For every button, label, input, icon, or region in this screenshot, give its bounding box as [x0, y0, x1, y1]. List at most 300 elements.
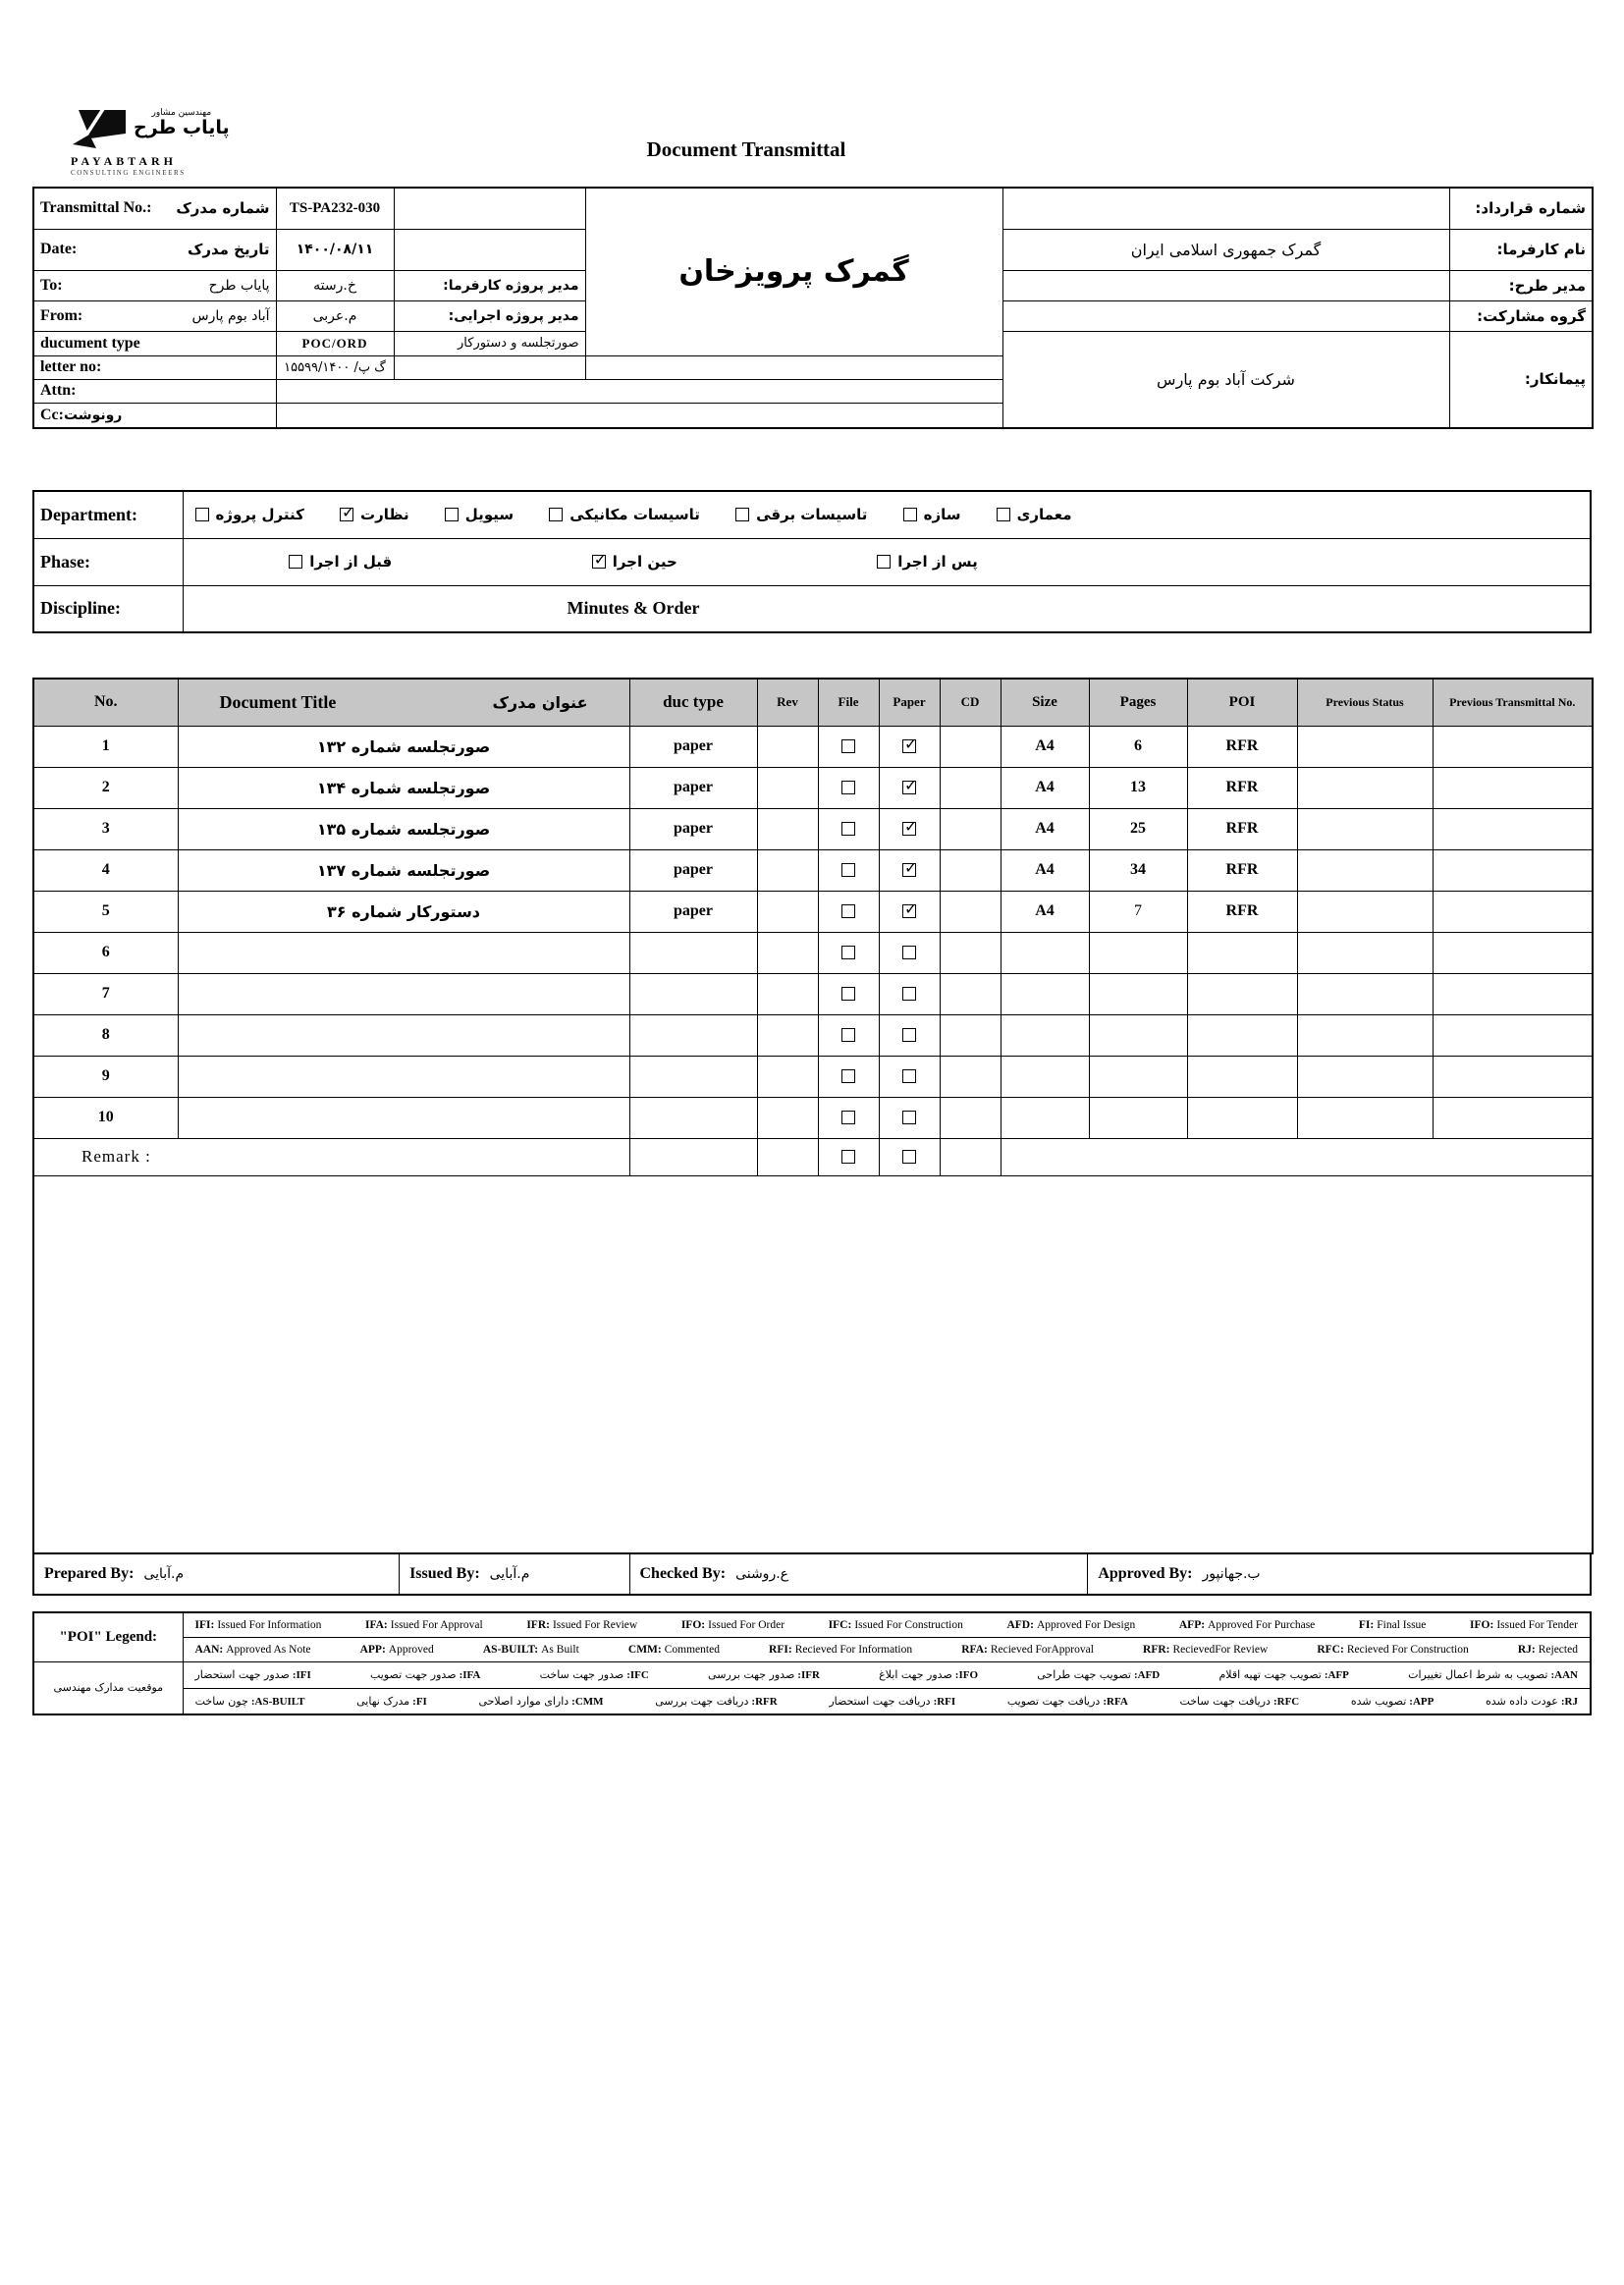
doc-prev-status	[1297, 767, 1433, 808]
checkbox	[841, 1150, 855, 1164]
doc-poi: RFR	[1187, 767, 1297, 808]
prepared-by-value: م.آبایی	[143, 1566, 185, 1582]
col-header-file: File	[818, 679, 879, 726]
checkbox	[841, 739, 855, 753]
doc-rev	[757, 1056, 818, 1097]
contractor-value: شرکت آباد بوم پارس	[1002, 331, 1449, 428]
legend-item: IFA: Issued For Approval	[364, 1618, 483, 1631]
doc-title: دستورکار شماره ۳۶	[178, 891, 629, 932]
date-label-en: Date:	[40, 241, 78, 257]
checkbox	[877, 555, 891, 569]
doc-prev-status	[1297, 932, 1433, 973]
department-label: Department:	[33, 491, 183, 538]
doc-paper-cell	[879, 932, 940, 973]
phase-option-label: حین اجرا	[612, 553, 677, 571]
transmittal-no-label-en: Transmittal No.:	[40, 199, 152, 217]
department-option	[903, 506, 961, 523]
transmittal-no-label-cell	[33, 188, 276, 229]
doc-poi	[1187, 973, 1297, 1014]
doc-cd	[940, 932, 1001, 973]
empty-cell	[394, 355, 585, 379]
doc-paper-cell	[879, 808, 940, 849]
table-row	[33, 767, 1593, 808]
doc-duc-type: paper	[629, 849, 757, 891]
doc-file-cell	[818, 1014, 879, 1056]
checked-by-label: Checked By:	[639, 1565, 727, 1582]
doc-no: 9	[33, 1056, 178, 1097]
checkbox	[841, 1069, 855, 1083]
department-option	[549, 506, 700, 523]
doc-no: 5	[33, 891, 178, 932]
col-header-cd: CD	[940, 679, 1001, 726]
doc-prev-transmittal	[1433, 726, 1593, 767]
doc-title	[178, 932, 629, 973]
legend-item: IFC: Issued For Construction	[828, 1618, 963, 1631]
legend-item: RFR:دریافت جهت بررسی	[655, 1694, 778, 1708]
checked-by-cell	[629, 1554, 1088, 1594]
legend-row-fa-1	[183, 1661, 1591, 1688]
doc-cd	[940, 767, 1001, 808]
doc-type-label: ducument type	[33, 331, 276, 355]
doc-pages	[1089, 973, 1187, 1014]
transmittal-no-value: TS-PA232-030	[276, 188, 394, 229]
col-header-size: Size	[1001, 679, 1089, 726]
checkbox	[902, 1150, 916, 1164]
table-row	[33, 849, 1593, 891]
legend-item: CMM: Commented	[627, 1643, 720, 1656]
doc-cd	[940, 849, 1001, 891]
cc-value-cell	[276, 403, 1002, 428]
legend-item: RJ: Rejected	[1517, 1643, 1578, 1656]
client-pm-label: مدیر پروژه کارفرما:	[394, 270, 585, 300]
checkbox	[445, 508, 459, 521]
table-row	[33, 1014, 1593, 1056]
doc-rev	[757, 932, 818, 973]
transmittal-no-label-fa: شماره مدرک	[176, 199, 270, 218]
design-manager-value-cell	[1002, 270, 1449, 300]
legend-item: IFA:صدور جهت تصویب	[370, 1668, 481, 1681]
checkbox	[841, 863, 855, 877]
legend-item: AFP:تصویب جهت تهیه اقلام	[1218, 1668, 1349, 1681]
project-title-cell	[585, 188, 1002, 355]
checkbox	[841, 946, 855, 959]
department-option	[340, 506, 409, 523]
doc-file-cell	[818, 849, 879, 891]
doc-duc-type: paper	[629, 726, 757, 767]
doc-duc-type: paper	[629, 808, 757, 849]
doc-pages	[1089, 1014, 1187, 1056]
checkbox	[592, 555, 606, 569]
remark-label: Remark :	[33, 1138, 629, 1175]
approved-by-cell	[1087, 1554, 1590, 1594]
doc-file-cell	[818, 1056, 879, 1097]
doc-duc-type	[629, 1097, 757, 1138]
department-option	[735, 506, 867, 523]
remark-file-cell	[818, 1138, 879, 1175]
doc-poi	[1187, 1056, 1297, 1097]
logo-subtitle-en: CONSULTING ENGINEERS	[71, 169, 186, 177]
doc-poi	[1187, 1097, 1297, 1138]
legend-item: IFI: Issued For Information	[194, 1618, 322, 1631]
legend-item: APP: Approved	[359, 1643, 434, 1656]
department-option	[445, 506, 514, 523]
checkbox	[902, 1069, 916, 1083]
legend-item: AAN:تصویب به شرط اعمال تغییرات	[1408, 1668, 1578, 1681]
logo-name-en: PAYABTARH	[71, 154, 178, 168]
discipline-value-cell	[183, 585, 1591, 632]
from-value: آباد بوم پارس	[191, 307, 270, 324]
letter-no-label: letter no:	[33, 355, 276, 379]
phase-option-label: پس از اجرا	[897, 553, 978, 571]
table-row	[33, 891, 1593, 932]
prepared-by-label: Prepared By:	[44, 1565, 135, 1582]
department-option-label: تاسیسات برقی	[756, 506, 868, 524]
doc-prev-transmittal	[1433, 891, 1593, 932]
engineering-docs-status-label: موقعیت مدارک مهندسی	[33, 1661, 183, 1714]
legend-item: APP:تصویب شده	[1350, 1694, 1435, 1708]
attn-label: Attn:	[33, 379, 276, 403]
legend-item: RFA: Recieved ForApproval	[961, 1643, 1094, 1656]
empty-cell	[394, 229, 585, 270]
checkbox	[902, 863, 916, 877]
transmittal-info-table	[32, 187, 1594, 429]
from-cell	[33, 300, 276, 331]
date-label-fa: تاریخ مدرک	[187, 241, 270, 258]
doc-duc-type	[629, 1056, 757, 1097]
doc-no: 2	[33, 767, 178, 808]
col-header-rev: Rev	[757, 679, 818, 726]
signature-row	[32, 1552, 1592, 1596]
logo-name-fa: پایاب طرح	[134, 117, 230, 138]
doc-prev-transmittal	[1433, 1014, 1593, 1056]
legend-item: AFD: Approved For Design	[1006, 1618, 1136, 1631]
doc-no: 10	[33, 1097, 178, 1138]
doc-cd	[940, 1014, 1001, 1056]
cc-label-fa: رونوشت	[63, 407, 123, 423]
cc-cell	[33, 403, 276, 428]
doc-cd	[940, 973, 1001, 1014]
col-header-duc-type: duc type	[629, 679, 757, 726]
legend-item: CMM:دارای موارد اصلاحی	[478, 1694, 604, 1708]
doc-prev-transmittal	[1433, 767, 1593, 808]
doc-title	[178, 1056, 629, 1097]
doc-cd	[940, 1056, 1001, 1097]
department-option-label: معماری	[1016, 506, 1072, 524]
doc-poi: RFR	[1187, 891, 1297, 932]
client-name-label: نام کارفرما:	[1449, 229, 1593, 270]
empty-cell	[1001, 1138, 1593, 1175]
phase-label: Phase:	[33, 538, 183, 585]
doc-size	[1001, 1014, 1089, 1056]
from-label: From:	[40, 306, 83, 324]
doc-rev	[757, 891, 818, 932]
doc-paper-cell	[879, 1097, 940, 1138]
executive-pm-label: مدیر پروژه اجرایی:	[394, 300, 585, 331]
documents-table	[32, 678, 1594, 1554]
doc-prev-status	[1297, 1014, 1433, 1056]
checked-by-value: ع.روشنی	[735, 1566, 789, 1582]
legend-item: IFR: Issued For Review	[526, 1618, 638, 1631]
checkbox	[841, 781, 855, 794]
checkbox	[902, 1111, 916, 1124]
doc-poi	[1187, 1014, 1297, 1056]
empty-cell	[940, 1138, 1001, 1175]
doc-file-cell	[818, 767, 879, 808]
department-option-label: کنترل پروژه	[215, 506, 304, 524]
legend-item: AS-BUILT:چون ساخت	[194, 1694, 305, 1708]
legend-item: RJ:عودت داده شده	[1486, 1694, 1578, 1708]
doc-prev-status	[1297, 1097, 1433, 1138]
doc-rev	[757, 973, 818, 1014]
doc-pages	[1089, 932, 1187, 973]
checkbox	[903, 508, 917, 521]
legend-item: RFI:دریافت جهت استحضار	[829, 1694, 956, 1708]
doc-duc-type	[629, 932, 757, 973]
issued-by-value: م.آبایی	[489, 1566, 530, 1582]
letter-no-value: ۱۵۵۹۹/گ پ/ ۱۴۰۰	[276, 355, 394, 379]
doc-prev-transmittal	[1433, 1056, 1593, 1097]
legend-item: IFI:صدور جهت استحضار	[194, 1668, 311, 1681]
legend-row-en-2	[183, 1637, 1591, 1661]
doc-title: صورتجلسه شماره ۱۳۵	[178, 808, 629, 849]
legend-item: IFC:صدور جهت ساخت	[539, 1668, 649, 1681]
contract-no-value-cell	[1002, 188, 1449, 229]
doc-type-value: POC/ORD	[276, 331, 394, 355]
empty-cell	[585, 355, 1002, 379]
col-header-no: No.	[33, 679, 178, 726]
legend-item: IFR:صدور جهت بررسی	[708, 1668, 820, 1681]
checkbox	[902, 822, 916, 836]
checkbox	[902, 1028, 916, 1042]
doc-paper-cell	[879, 726, 940, 767]
partnership-group-label: گروه مشارکت:	[1449, 300, 1593, 331]
doc-size	[1001, 1056, 1089, 1097]
checkbox	[340, 508, 353, 521]
checkbox	[902, 946, 916, 959]
doc-rev	[757, 1097, 818, 1138]
phase-option	[877, 553, 977, 571]
legend-item: RFI: Recieved For Information	[769, 1643, 913, 1656]
contractor-label: پیمانکار:	[1449, 331, 1593, 428]
document-page	[32, 108, 1592, 1715]
department-option-label: سازه	[923, 506, 961, 524]
poi-legend-label: "POI" Legend:	[33, 1612, 183, 1661]
doc-pages: 13	[1089, 767, 1187, 808]
remark-row	[33, 1138, 1593, 1175]
col-header-previous-status: Previous Status	[1297, 679, 1433, 726]
to-attention: خ.رسته	[276, 270, 394, 300]
page-header	[32, 108, 1592, 187]
doc-file-cell	[818, 891, 879, 932]
issued-by-label: Issued By:	[409, 1565, 480, 1582]
remark-area	[33, 1175, 1593, 1553]
doc-paper-cell	[879, 1056, 940, 1097]
phase-option	[289, 553, 392, 571]
doc-cd	[940, 1097, 1001, 1138]
doc-cd	[940, 891, 1001, 932]
doc-duc-type	[629, 973, 757, 1014]
empty-cell	[757, 1138, 818, 1175]
doc-size	[1001, 1097, 1089, 1138]
checkbox	[841, 987, 855, 1001]
checkbox	[195, 508, 209, 521]
doc-title: صورتجلسه شماره ۱۳۴	[178, 767, 629, 808]
legend-item: AFP: Approved For Purchase	[1178, 1618, 1316, 1631]
doc-title	[178, 1097, 629, 1138]
doc-prev-status	[1297, 973, 1433, 1014]
empty-cell	[629, 1138, 757, 1175]
attn-value-cell	[276, 379, 1002, 403]
checkbox	[997, 508, 1010, 521]
discipline-value: Minutes & Order	[567, 598, 700, 619]
partnership-group-value-cell	[1002, 300, 1449, 331]
doc-rev	[757, 767, 818, 808]
doc-size: A4	[1001, 767, 1089, 808]
doc-prev-status	[1297, 726, 1433, 767]
to-value: پایاب طرح	[208, 277, 270, 294]
doc-title: صورتجلسه شماره ۱۳۲	[178, 726, 629, 767]
to-cell	[33, 270, 276, 300]
table-row	[33, 726, 1593, 767]
legend-item: RFA:دریافت جهت تصویب	[1006, 1694, 1128, 1708]
department-options-cell	[183, 491, 1591, 538]
checkbox	[841, 904, 855, 918]
from-attention: م.عربی	[276, 300, 394, 331]
doc-no: 4	[33, 849, 178, 891]
phase-option-label: قبل از اجرا	[309, 553, 393, 571]
doc-no: 8	[33, 1014, 178, 1056]
doc-size: A4	[1001, 726, 1089, 767]
doc-file-cell	[818, 932, 879, 973]
legend-item: AAN: Approved As Note	[194, 1643, 311, 1656]
doc-rev	[757, 1014, 818, 1056]
checkbox	[841, 1028, 855, 1042]
department-option-label: تاسیسات مکانیکی	[569, 506, 700, 524]
doc-size: A4	[1001, 891, 1089, 932]
doc-no: 6	[33, 932, 178, 973]
doc-paper-cell	[879, 1014, 940, 1056]
doc-title	[178, 1014, 629, 1056]
department-option	[195, 506, 304, 523]
doc-poi: RFR	[1187, 849, 1297, 891]
doc-pages: 7	[1089, 891, 1187, 932]
doc-prev-status	[1297, 849, 1433, 891]
approved-by-label: Approved By:	[1098, 1565, 1193, 1582]
doc-poi: RFR	[1187, 808, 1297, 849]
doc-prev-status	[1297, 891, 1433, 932]
doc-prev-transmittal	[1433, 808, 1593, 849]
col-header-previous-transmittal: Previous Transmittal No.	[1433, 679, 1593, 726]
col-header-pages: Pages	[1089, 679, 1187, 726]
doc-size: A4	[1001, 808, 1089, 849]
doc-prev-transmittal	[1433, 932, 1593, 973]
doc-paper-cell	[879, 891, 940, 932]
client-name-value: گمرک جمهوری اسلامی ایران	[1002, 229, 1449, 270]
col-header-poi: POI	[1187, 679, 1297, 726]
doc-poi	[1187, 932, 1297, 973]
doc-prev-status	[1297, 808, 1433, 849]
doc-no: 3	[33, 808, 178, 849]
approved-by-value: ب.جهانپور	[1202, 1566, 1261, 1582]
design-manager-label: مدیر طرح:	[1449, 270, 1593, 300]
doc-no: 1	[33, 726, 178, 767]
doc-prev-transmittal	[1433, 973, 1593, 1014]
legend-item: AFD:تصویب جهت طراحی	[1037, 1668, 1161, 1681]
phase-option	[592, 553, 677, 571]
checkbox	[549, 508, 563, 521]
col-header-title	[178, 679, 629, 726]
checkbox	[735, 508, 749, 521]
poi-legend-table	[32, 1611, 1592, 1715]
doc-no: 7	[33, 973, 178, 1014]
remark-area-row	[33, 1175, 1593, 1553]
legend-row-en-1	[183, 1612, 1591, 1637]
doc-prev-transmittal	[1433, 849, 1593, 891]
prepared-by-cell	[34, 1554, 399, 1594]
doc-paper-cell	[879, 767, 940, 808]
legend-item: RFC:دریافت جهت ساخت	[1179, 1694, 1300, 1708]
doc-file-cell	[818, 726, 879, 767]
date-label-cell	[33, 229, 276, 270]
table-row	[33, 973, 1593, 1014]
table-row	[33, 1097, 1593, 1138]
doc-size: A4	[1001, 849, 1089, 891]
col-header-title-en: Document Title	[219, 691, 337, 712]
department-option-label: سیویل	[464, 506, 514, 524]
table-row	[33, 932, 1593, 973]
doc-pages	[1089, 1056, 1187, 1097]
doc-pages: 6	[1089, 726, 1187, 767]
checkbox	[902, 987, 916, 1001]
table-row	[33, 1056, 1593, 1097]
doc-file-cell	[818, 973, 879, 1014]
to-label: To:	[40, 276, 63, 294]
doc-rev	[757, 849, 818, 891]
doc-title	[178, 973, 629, 1014]
legend-item: IFO: Issued For Tender	[1470, 1618, 1578, 1631]
doc-pages: 25	[1089, 808, 1187, 849]
doc-rev	[757, 808, 818, 849]
legend-item: RFC: Recieved For Construction	[1317, 1643, 1469, 1656]
doc-cd	[940, 726, 1001, 767]
doc-rev	[757, 726, 818, 767]
doc-poi: RFR	[1187, 726, 1297, 767]
legend-item: IFO:صدور جهت ابلاغ	[879, 1668, 979, 1681]
remark-paper-cell	[879, 1138, 940, 1175]
doc-duc-type	[629, 1014, 757, 1056]
legend-item: FI:مدرک نهایی	[356, 1694, 427, 1708]
checkbox	[841, 822, 855, 836]
discipline-label: Discipline:	[33, 585, 183, 632]
empty-cell	[394, 188, 585, 229]
doc-file-cell	[818, 808, 879, 849]
doc-title: صورتجلسه شماره ۱۳۷	[178, 849, 629, 891]
issued-by-cell	[399, 1554, 628, 1594]
legend-item: FI: Final Issue	[1358, 1618, 1427, 1631]
project-title: گمرک پرویزخان	[678, 254, 909, 290]
page-title: Document Transmittal	[646, 137, 846, 161]
doc-size	[1001, 932, 1089, 973]
phase-options-cell	[183, 538, 1591, 585]
doc-cd	[940, 808, 1001, 849]
doc-prev-status	[1297, 1056, 1433, 1097]
date-value: ۱۴۰۰/۰۸/۱۱	[276, 229, 394, 270]
doc-pages: 34	[1089, 849, 1187, 891]
doc-file-cell	[818, 1097, 879, 1138]
department-option-label: نظارت	[360, 506, 409, 524]
logo-tagline-fa: مهندسین مشاور	[151, 108, 212, 118]
doc-paper-cell	[879, 973, 940, 1014]
